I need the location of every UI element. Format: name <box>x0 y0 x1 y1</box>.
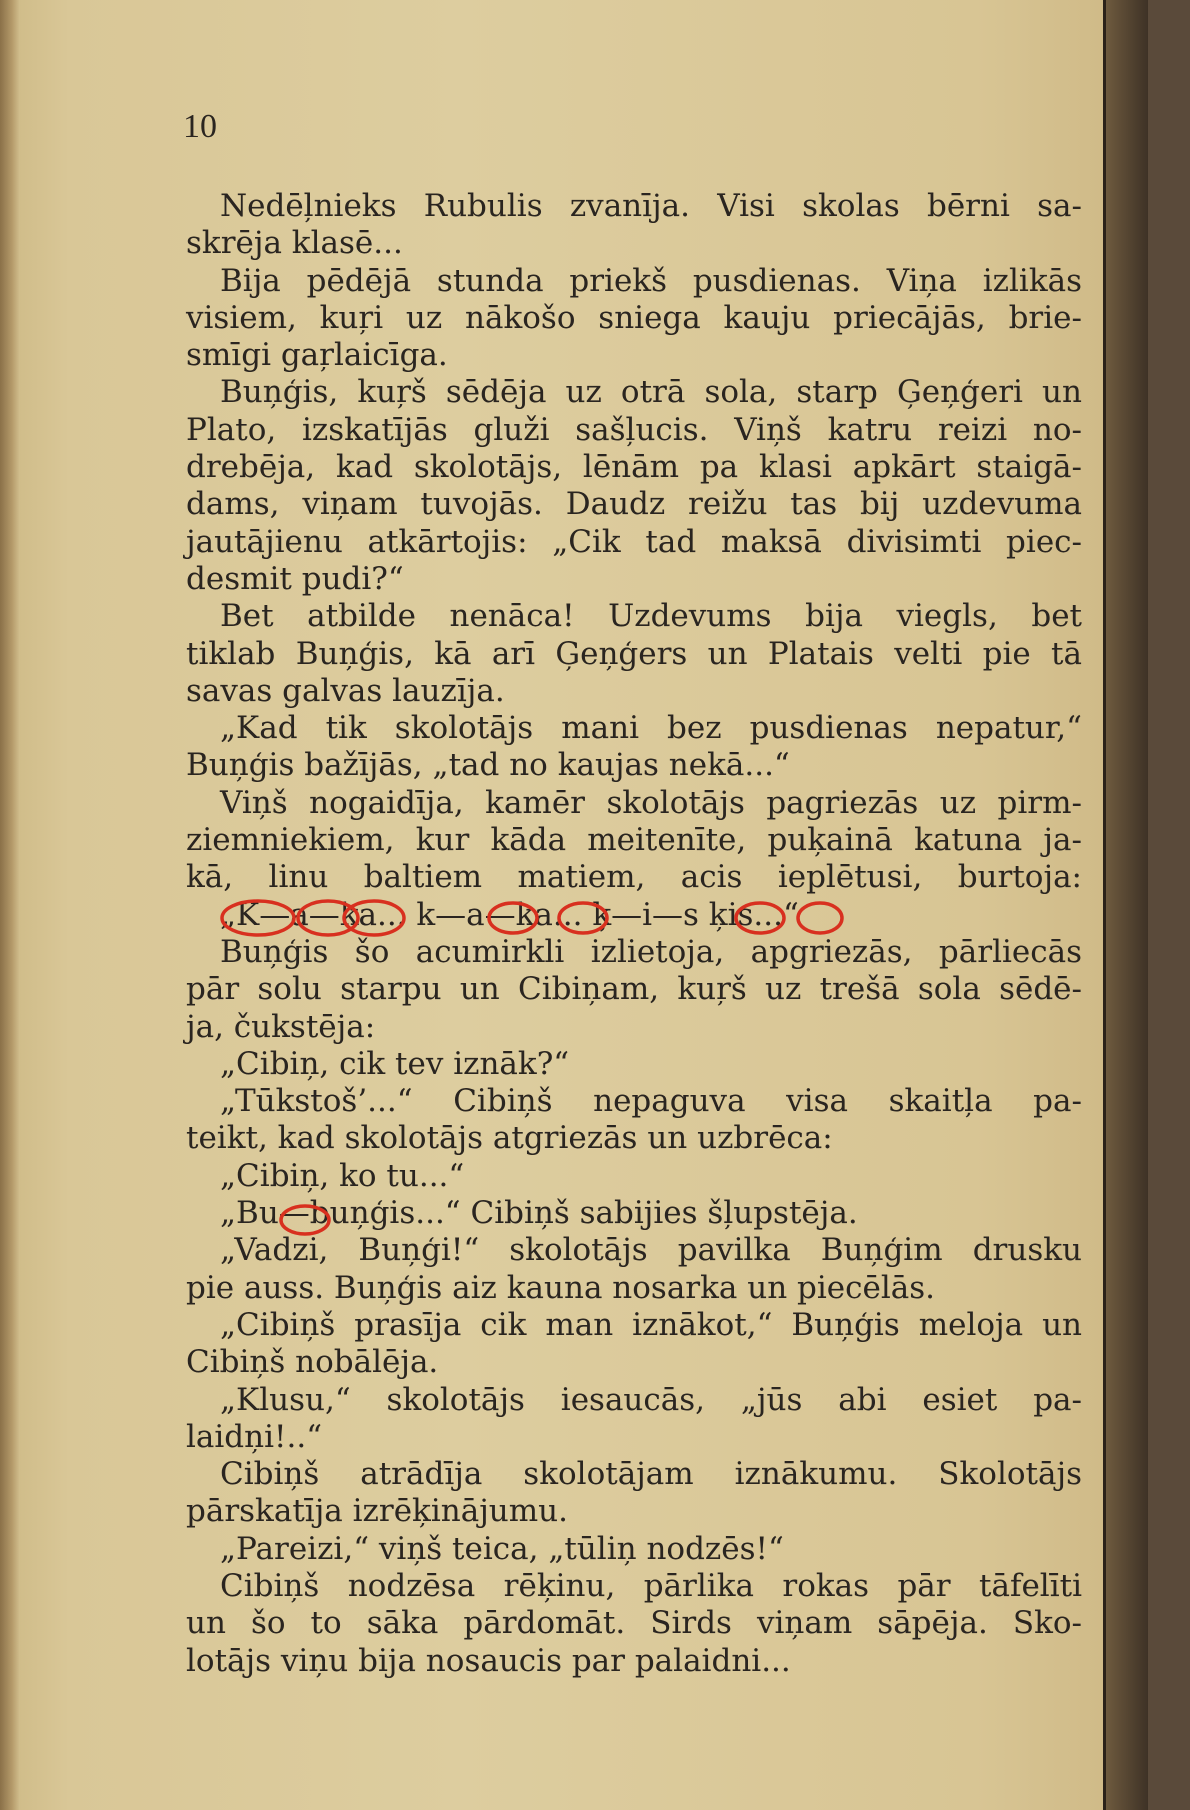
text-line: ja, čukstēja: <box>186 1008 376 1045</box>
text-line: Buņģis šo acumirkli izlietoja, apgriezās, pārliecās <box>220 933 1082 970</box>
text-line: tiklab Buņģis, kā arī Ģeņģers un Platais velti pie tā <box>186 635 1082 672</box>
text-line: Buņģis bažījās, „tad no kaujas nekā...“ <box>186 747 790 784</box>
text-line: ziemniekiem, kur kāda meitenīte, puķainā katuna ja- <box>186 822 1082 859</box>
text-line: „Tūkstoš’...“ Cibiņš nepaguva visa skaitļa pa- <box>220 1083 1082 1120</box>
page-edge-shadow <box>1106 0 1148 1810</box>
page-number: 10 <box>183 108 217 145</box>
text-line: lotājs viņu bija nosaucis par palaidni... <box>186 1642 791 1679</box>
book-spine-shadow <box>0 0 20 1810</box>
text-line: Buņģis, kuŗš sēdēja uz otrā sola, starp Ģeņģeri un <box>220 374 1082 411</box>
text-line: pār solu starpu un Cibiņam, kuŗš uz trešā sola sēdē- <box>186 971 1082 1008</box>
text-line: „Cibiņ, ko tu...“ <box>220 1157 465 1194</box>
text-line: desmit pudi?“ <box>186 560 404 597</box>
text-line: „Vadzi, Buņģi!“ skolotājs pavilka Buņģim drusku <box>220 1232 1082 1269</box>
text-line: savas galvas lauzīja. <box>186 672 505 709</box>
text-line: Viņš nogaidīja, kamēr skolotājs pagriezās uz pirm- <box>220 784 1082 821</box>
text-line: skrēja klasē... <box>186 225 403 262</box>
text-line: Nedēļnieks Rubulis zvanīja. Visi skolas bērni sa- <box>220 188 1082 224</box>
text-line: Bija pēdējā stunda priekš pusdienas. Viņa izlikās <box>220 262 1082 299</box>
text-line: „Cibiņ, cik tev iznāk?“ <box>220 1045 570 1082</box>
text-line: Cibiņš atrādīja skolotājam iznākumu. Skolotājs <box>220 1456 1082 1493</box>
text-line: smīgi gaŗlaicīga. <box>186 337 448 374</box>
text-line: Bet atbilde nenāca! Uzdevums bija viegls, bet <box>220 598 1082 635</box>
text-line: un šo to sāka pārdomāt. Sirds viņam sāpēja. Sko- <box>186 1605 1082 1642</box>
text-line: jautājienu atkārtojis: „Cik tad maksā divisimti piec- <box>186 523 1082 560</box>
text-line: visiem, kuŗi uz nākošo sniega kauju priecājās, brie- <box>186 299 1082 336</box>
text-line: teikt, kad skolotājs atgriezās un uzbrēca: <box>186 1120 833 1157</box>
text-line: „Klusu,“ skolotājs iesaucās, „jūs abi esiet pa- <box>220 1381 1082 1418</box>
text-line: „Kad tik skolotājs mani bez pusdienas nepatur,“ <box>220 710 1082 747</box>
text-line: dams, viņam tuvojās. Daudz reižu tas bij uzdevuma <box>186 486 1082 523</box>
text-line: laidņi!..“ <box>186 1418 323 1455</box>
text-line: „Cibiņš prasīja cik man iznākot,“ Buņģis meloja un <box>220 1306 1082 1343</box>
text-line: „Bu—buņģis...“ Cibiņš sabijies šļupstēja. <box>220 1195 858 1232</box>
text-line: „K—a—ka... k—a—ka... ķ—i—s ķis...“ <box>220 896 799 933</box>
body-text <box>186 188 1082 1680</box>
text-line: drebēja, kad skolotājs, lēnām pa klasi apkārt staigā- <box>186 449 1082 486</box>
text-line: Cibiņš nodzēsa rēķinu, pārlika rokas pār tāfelīti <box>220 1567 1082 1604</box>
text-line: Plato, izskatījās gluži sašļucis. Viņš katru reizi no- <box>186 411 1082 448</box>
text-line: pārskatīja izrēķinājumu. <box>186 1493 568 1530</box>
text-line: pie auss. Buņģis aiz kauna nosarka un piecēlās. <box>186 1269 935 1306</box>
text-line: Cibiņš nobālēja. <box>186 1344 439 1381</box>
text-line: kā, linu baltiem matiem, acis ieplētusi, burtoja: <box>186 859 1082 896</box>
text-line: „Pareizi,“ viņš teica, „tūliņ nodzēs!“ <box>220 1530 784 1567</box>
